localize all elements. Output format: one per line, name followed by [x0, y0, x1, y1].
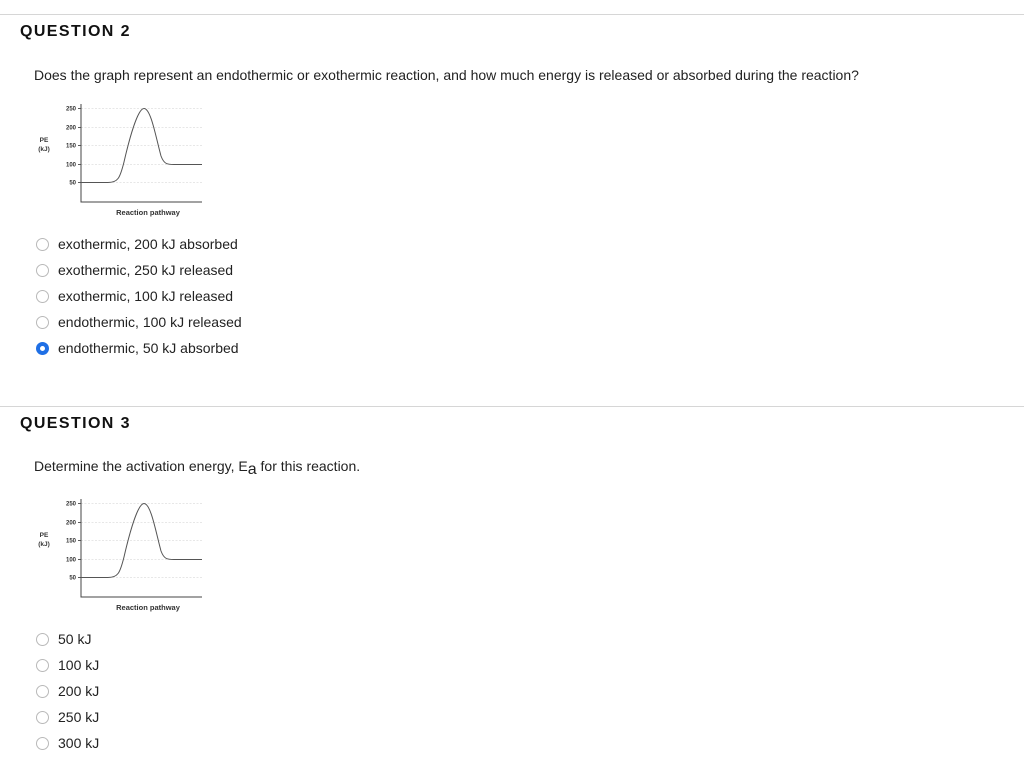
question-2-text: Does the graph represent an endothermic or exothermic reaction, and how much energy is released or absorbed during the reaction? — [34, 67, 859, 83]
x-axis-label: Reaction pathway — [116, 208, 180, 217]
radio-button[interactable] — [36, 711, 49, 724]
option-label: exothermic, 250 kJ released — [58, 262, 234, 278]
tick-labels — [66, 502, 77, 582]
y-axis-label-line1: PE — [39, 532, 49, 539]
option-label: 200 kJ — [58, 683, 100, 699]
tick-label-100: 100 — [65, 557, 76, 564]
x-axis-label: Reaction pathway — [116, 603, 180, 612]
tick-label-50: 50 — [69, 180, 76, 187]
option-label: 50 kJ — [58, 631, 92, 647]
radio-button[interactable] — [36, 316, 49, 329]
axes — [81, 499, 202, 597]
radio-button[interactable] — [36, 633, 49, 646]
y-axis-label-line2: (kJ) — [38, 541, 50, 548]
gridlines — [81, 504, 202, 578]
question-3-title: QUESTION 3 — [20, 415, 131, 432]
question-2-options — [36, 231, 242, 361]
q2-option-4[interactable] — [36, 309, 242, 335]
gridlines — [81, 109, 202, 183]
tick-label-150: 150 — [65, 143, 76, 150]
q2-option-2[interactable] — [36, 257, 242, 283]
y-axis-label — [38, 532, 50, 548]
top-divider — [0, 14, 1024, 15]
q3-option-5[interactable] — [36, 730, 99, 756]
energy-diagram-q2 — [34, 100, 214, 220]
tick-label-250: 250 — [65, 106, 76, 113]
radio-button-selected[interactable] — [36, 342, 49, 355]
q2-option-1[interactable] — [36, 231, 242, 257]
axes — [81, 104, 202, 202]
radio-button[interactable] — [36, 290, 49, 303]
energy-diagram-q3 — [34, 495, 214, 615]
y-axis-label-line2: (kJ) — [38, 146, 50, 153]
option-label: exothermic, 200 kJ absorbed — [58, 236, 238, 252]
tick-labels — [66, 107, 77, 187]
q3-option-4[interactable] — [36, 704, 99, 730]
tick-label-100: 100 — [65, 162, 76, 169]
tick-label-200: 200 — [65, 520, 76, 527]
option-label: exothermic, 100 kJ released — [58, 288, 234, 304]
q3-option-3[interactable] — [36, 678, 99, 704]
section-divider — [0, 406, 1024, 407]
y-axis-label-line1: PE — [39, 137, 49, 144]
radio-button[interactable] — [36, 238, 49, 251]
tick-label-150: 150 — [65, 538, 76, 545]
q3-option-1[interactable] — [36, 626, 99, 652]
option-label: 300 kJ — [58, 735, 100, 751]
tick-label-250: 250 — [65, 501, 76, 508]
y-axis-label — [38, 137, 50, 153]
q3-option-2[interactable] — [36, 652, 99, 678]
option-label: endothermic, 100 kJ released — [58, 314, 242, 330]
question-2-title: QUESTION 2 — [20, 23, 131, 40]
tick-label-50: 50 — [69, 575, 76, 582]
radio-button[interactable] — [36, 659, 49, 672]
question-3-text-end: for this reaction. — [256, 458, 361, 474]
question-3-text — [34, 458, 360, 476]
option-label: 250 kJ — [58, 709, 100, 725]
tick-label-200: 200 — [65, 125, 76, 132]
question-3-text-main: Determine the activation energy, E — [34, 458, 248, 474]
radio-button[interactable] — [36, 737, 49, 750]
q2-option-5[interactable] — [36, 335, 242, 361]
q2-option-3[interactable] — [36, 283, 242, 309]
option-label: 100 kJ — [58, 657, 100, 673]
question-3-options — [36, 626, 99, 756]
option-label: endothermic, 50 kJ absorbed — [58, 340, 239, 356]
radio-button[interactable] — [36, 264, 49, 277]
radio-button[interactable] — [36, 685, 49, 698]
question-3-text-subscript: a — [247, 461, 257, 478]
